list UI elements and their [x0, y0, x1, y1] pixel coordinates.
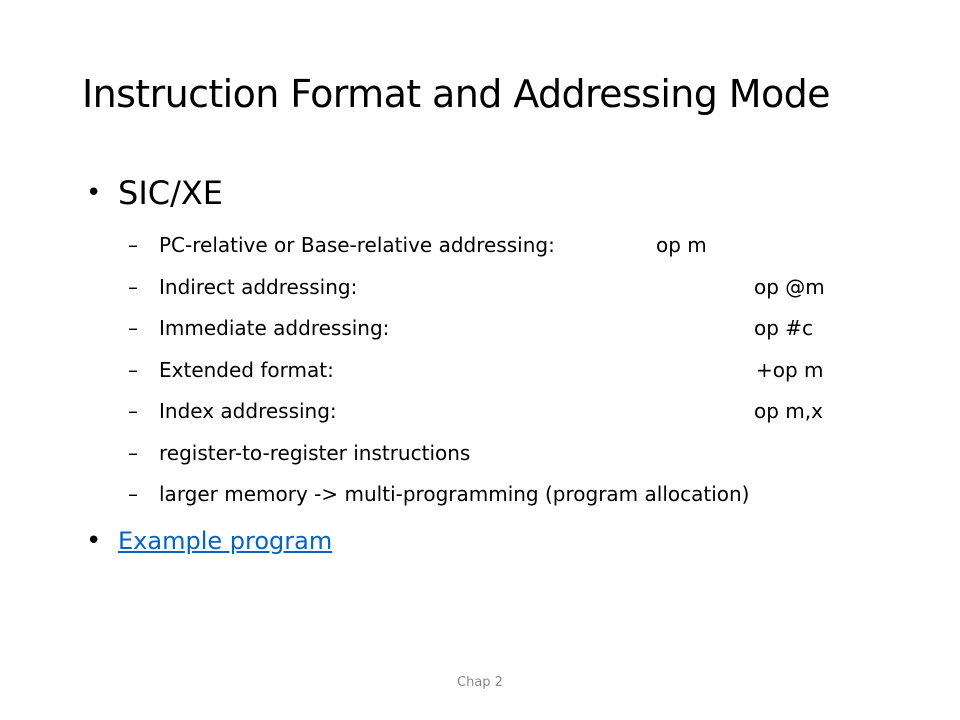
sub-item-label: register-to-register instructions: [159, 441, 471, 465]
sub-item-code: op m: [656, 233, 707, 257]
sub-item-code: op @m: [754, 275, 825, 299]
dash-marker: –: [128, 275, 138, 299]
sub-item-label: larger memory -> multi-programming (program allocation): [159, 482, 750, 506]
sub-item-label: Extended format:: [159, 358, 334, 382]
example-program-link[interactable]: Example program: [118, 527, 333, 555]
sub-item-code: op #c: [754, 316, 814, 340]
dash-marker: –: [128, 233, 138, 257]
sub-item-label: Immediate addressing:: [159, 316, 390, 340]
dash-marker: –: [128, 441, 138, 465]
sub-item-label: Indirect addressing:: [159, 275, 358, 299]
sub-item-label: Index addressing:: [159, 399, 337, 423]
dash-marker: –: [128, 399, 138, 423]
bullet-marker: •: [86, 526, 102, 556]
dash-marker: –: [128, 482, 138, 506]
dash-marker: –: [128, 358, 138, 382]
dash-marker: –: [128, 316, 138, 340]
sub-item-label: PC-relative or Base-relative addressing:: [159, 233, 555, 257]
sub-item-code: +op m: [756, 358, 824, 382]
slide-title: Instruction Format and Addressing Mode: [82, 72, 830, 116]
bullet-text: SIC/XE: [118, 174, 224, 212]
bullet-marker: •: [86, 178, 102, 208]
slide-footer: Chap 2: [457, 675, 503, 690]
sub-item-code: op m,x: [754, 399, 823, 423]
